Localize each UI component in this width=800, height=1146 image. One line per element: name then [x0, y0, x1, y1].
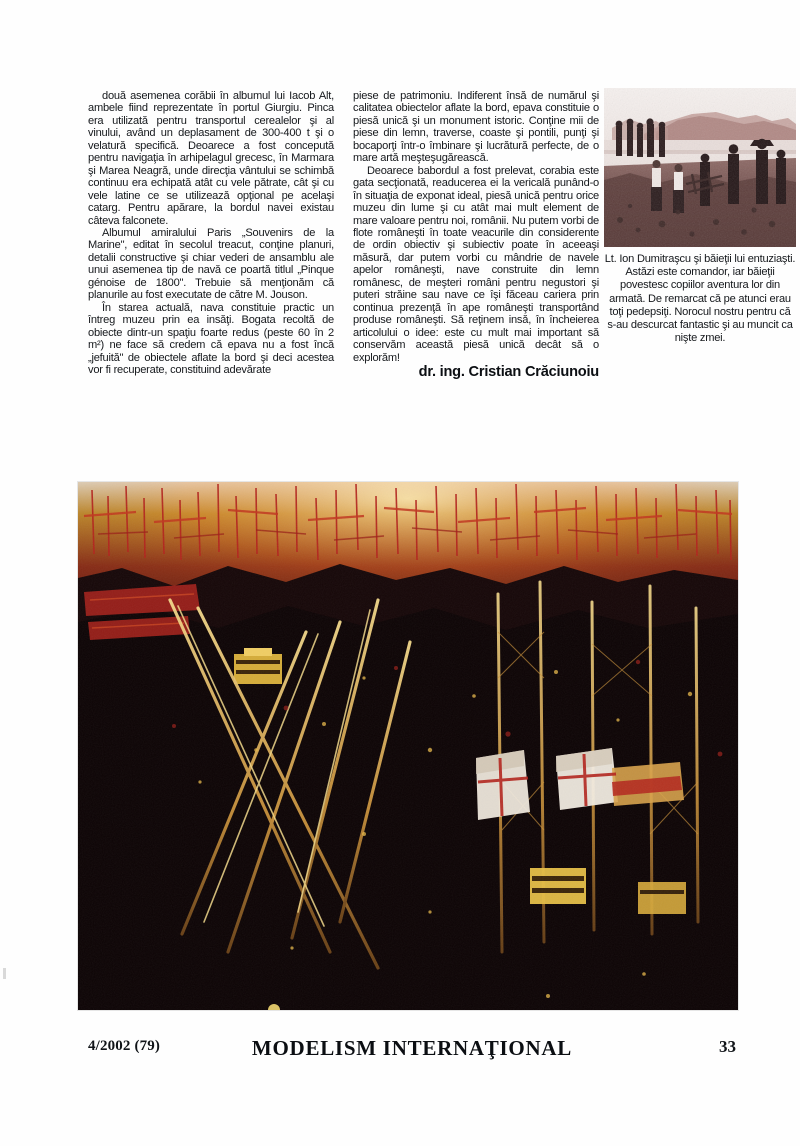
masthead-title: MODELISM INTERNAŢIONAL [251, 1036, 573, 1060]
author-byline: dr. ing. Cristian Crăciunoiu [418, 363, 599, 380]
paragraph: Albumul amiralului Paris „Souvenirs de la Marine", editat în secolul treacut, conţine planuri, detalii constructive şi chiar vederi de ansamblu ale unui asemenea tip de navă ce poartă titlul „Pinque génoise de 1800". Trebuie să menţionăm că planurile au fost executate de către M. Jouson. [88, 226, 334, 302]
right-rail [604, 88, 796, 345]
harbour-sailing-ships-photo [78, 482, 738, 1010]
issue-number: 4/2002 (79) [88, 1038, 161, 1054]
page-number: 33 [719, 1037, 736, 1056]
harbour-photo-graphic [78, 482, 738, 1010]
historic-photo-graphic [604, 88, 796, 247]
page-footer [88, 1036, 736, 1060]
article-column-right [353, 90, 599, 380]
article-column-left [88, 90, 334, 376]
paragraph: Deoarece babordul a fost prelevat, corabia este gata secţionată, readucerea ei la vericală punând-o în situaţia de exponat ideal, piesă unică pentru orice muzeu din lume şi cu atât mai mult element de mare valoare pentru noi, românii. Nu putem vorbi de flote româneşti în toate veacurile din considerente de ordin obiectiv şi subiectiv poate în aceeaşi măsură, dar putem vorbi cu mândrie de navele apelor româneşti, nave construite din lemn românesc, de meşteri români pentru negustori şi puteri străine sau nave ce îşi făceau cariera prin continua prezenţă în ape româneşti transportând produse româneşti. Să reţinem insă, în încheierea articolului o idee: este cu mult mai important să conservăm această piesă unică decât să o explorăm! [353, 164, 599, 364]
paragraph: piese de patrimoniu. Indiferent însă de numărul şi calitatea obiectelor aflate la bord, epava constituie o piesă unică şi un monument istoric. Conţine mii de piese din lemn, traverse, coaste şi pontili, punţi şi bocaporţi într-o îmbinare şi lucrătură perfecte, de o mare artă meşteşugărească. [353, 90, 599, 165]
paragraph: două asemenea corăbii în albumul lui Iacob Alt, ambele fiind reprezentate în portul Giurgiu. Pinca era utilizată pentru transportul cerealelor şi al vinului, având un deplasament de 300-400 t şi o velatură specifică. Deoarece a fost concepută pentru navigaţia în arhipelagul grecesc, în Marmara şi Marea Neagră, unde direcţia vântului se schimbă continuu era echipată atât cu vele pătrate, cât şi cu vele latine ce se utilizează opţional pe acelaşi catarg. Pentru apărare, la bordul navei existau câteva falconete. [88, 90, 334, 227]
paragraph: În starea actuală, nava constituie practic un întreg muzeu prin ea insăţi. Bogata recoltă de obiecte dintr-un spaţiu foarte redus (peste 60 în 2 m²) ne face să credem că epava nu a fost încă „jefuită" de obiectele aflate la bord şi deci acestea vor fi recuperate, constituind adevărate [88, 301, 334, 376]
historic-photo-soldiers-on-shore [604, 88, 796, 247]
scan-edge-artifact [3, 968, 6, 979]
photo-caption: Lt. Ion Dumitraşcu şi băieţii lui entuziaşti. Astăzi este comandor, iar băieţii povestesc copiilor aventura lor din armată. De remarcat că pe atunci erau toţi pedepsiţi. Norocul nostru pentru că s-au descurcat fantastic şi au muncit ca nişte zmei. [604, 253, 796, 345]
